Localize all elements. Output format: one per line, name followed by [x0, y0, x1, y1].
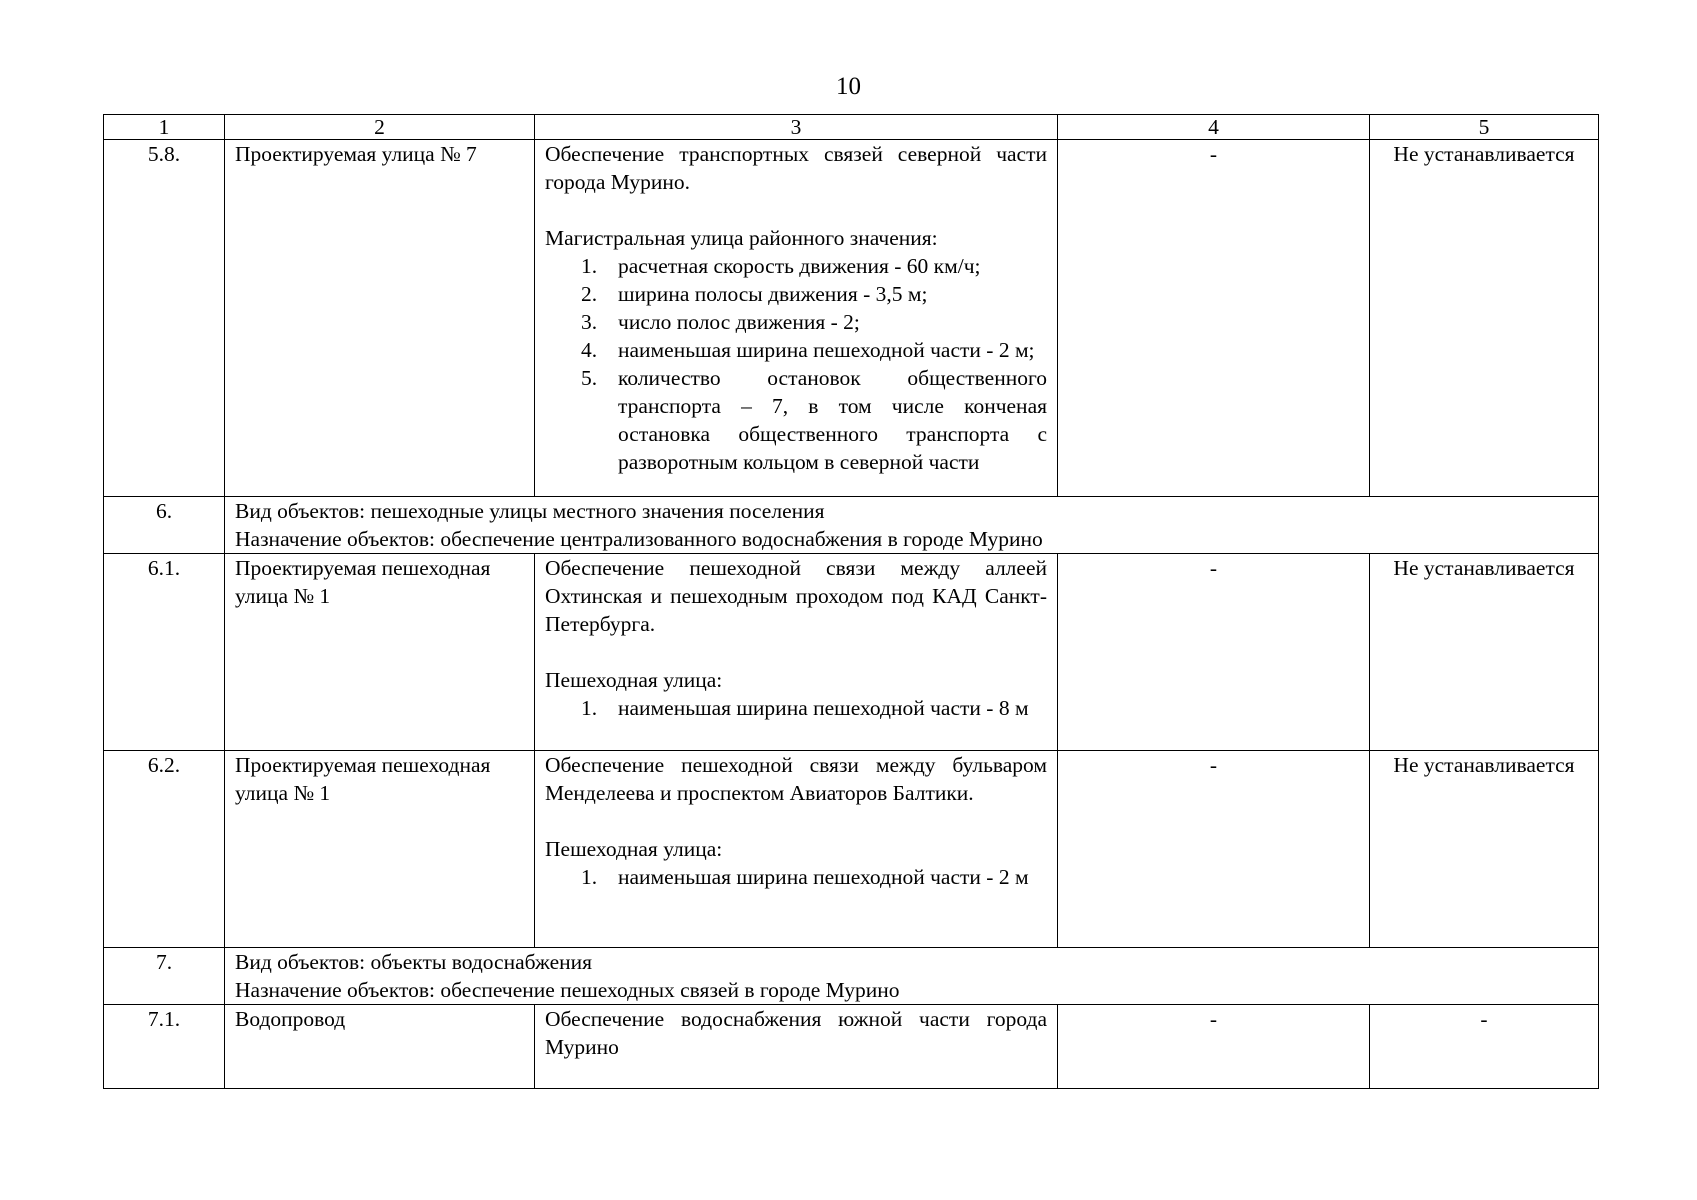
group-row [104, 948, 1599, 1005]
column-4-value: - [1058, 1005, 1370, 1089]
group-object-type: Вид объектов: объекты водоснабжения [235, 950, 593, 974]
object-name: Проектируемая пешеходная улица № 1 [225, 751, 535, 948]
group-number: 7. [104, 948, 225, 1005]
group-object-purpose: Назначение объектов: обеспечение пешеходных связей в городе Мурино [235, 978, 900, 1002]
group-object-purpose: Назначение объектов: обеспечение централизованного водоснабжения в городе Мурино [235, 527, 1043, 551]
column-4-value: - [1058, 751, 1370, 948]
street-type: Пешеходная улица: [545, 837, 723, 861]
column-header-4: 4 [1058, 115, 1370, 140]
object-purpose: Обеспечение пешеходной связи между бульваром Менделеева и проспектом Авиаторов Балтики. [545, 753, 1047, 805]
row-number: 7.1. [104, 1005, 225, 1089]
table-row [104, 1005, 1599, 1089]
column-5-value: Не устанавливается [1370, 751, 1599, 948]
parameter-item: 3. число полос движения - 2; [581, 310, 860, 334]
object-name: Проектируемая пешеходная улица № 1 [225, 554, 535, 751]
object-purpose: Обеспечение пешеходной связи между аллеей Охтинская и пешеходным проходом под КАД Санкт-Петербурга. [545, 556, 1047, 636]
object-purpose: Обеспечение водоснабжения южной части города Мурино [545, 1007, 1047, 1059]
object-description [535, 140, 1058, 497]
parameter-item: 5. количество остановок общественного транспорта – 7, в том числе конченая остановка общественного транспорта с разворотным кольцом в северной части [581, 366, 1047, 474]
row-number: 6.2. [104, 751, 225, 948]
column-5-value: Не устанавливается [1370, 554, 1599, 751]
table-row [104, 140, 1599, 497]
parameter-item: 1. наименьшая ширина пешеходной части - 8 м [581, 696, 1029, 720]
group-description [225, 497, 1599, 554]
table-row [104, 751, 1599, 948]
parameter-item: 4. наименьшая ширина пешеходной части - 2 м; [581, 338, 1035, 362]
group-row [104, 497, 1599, 554]
parameter-item: 1. расчетная скорость движения - 60 км/ч; [581, 254, 981, 278]
column-4-value: - [1058, 554, 1370, 751]
object-purpose: Обеспечение транспортных связей северной части города Мурино. [545, 142, 1047, 194]
column-5-value: Не устанавливается [1370, 140, 1599, 497]
table-header-row [104, 115, 1599, 140]
group-description [225, 948, 1599, 1005]
street-type: Пешеходная улица: [545, 668, 723, 692]
parameter-item: 2. ширина полосы движения - 3,5 м; [581, 282, 928, 306]
object-name: Водопровод [225, 1005, 535, 1089]
column-header-3: 3 [535, 115, 1058, 140]
column-4-value: - [1058, 140, 1370, 497]
document-table [103, 114, 1599, 1089]
column-header-5: 5 [1370, 115, 1599, 140]
group-number: 6. [104, 497, 225, 554]
column-5-value: - [1370, 1005, 1599, 1089]
group-object-type: Вид объектов: пешеходные улицы местного значения поселения [235, 499, 825, 523]
row-number: 5.8. [104, 140, 225, 497]
column-header-1: 1 [104, 115, 225, 140]
parameter-list [545, 863, 1047, 891]
parameter-list [545, 694, 1047, 722]
street-type: Магистральная улица районного значения: [545, 226, 938, 250]
page-number: 10 [836, 73, 861, 100]
object-description [535, 554, 1058, 751]
object-description [535, 751, 1058, 948]
table-row [104, 554, 1599, 751]
parameter-list [545, 252, 1047, 476]
column-header-2: 2 [225, 115, 535, 140]
row-number: 6.1. [104, 554, 225, 751]
object-description [535, 1005, 1058, 1089]
object-name: Проектируемая улица № 7 [225, 140, 535, 497]
parameter-item: 1. наименьшая ширина пешеходной части - 2 м [581, 865, 1029, 889]
